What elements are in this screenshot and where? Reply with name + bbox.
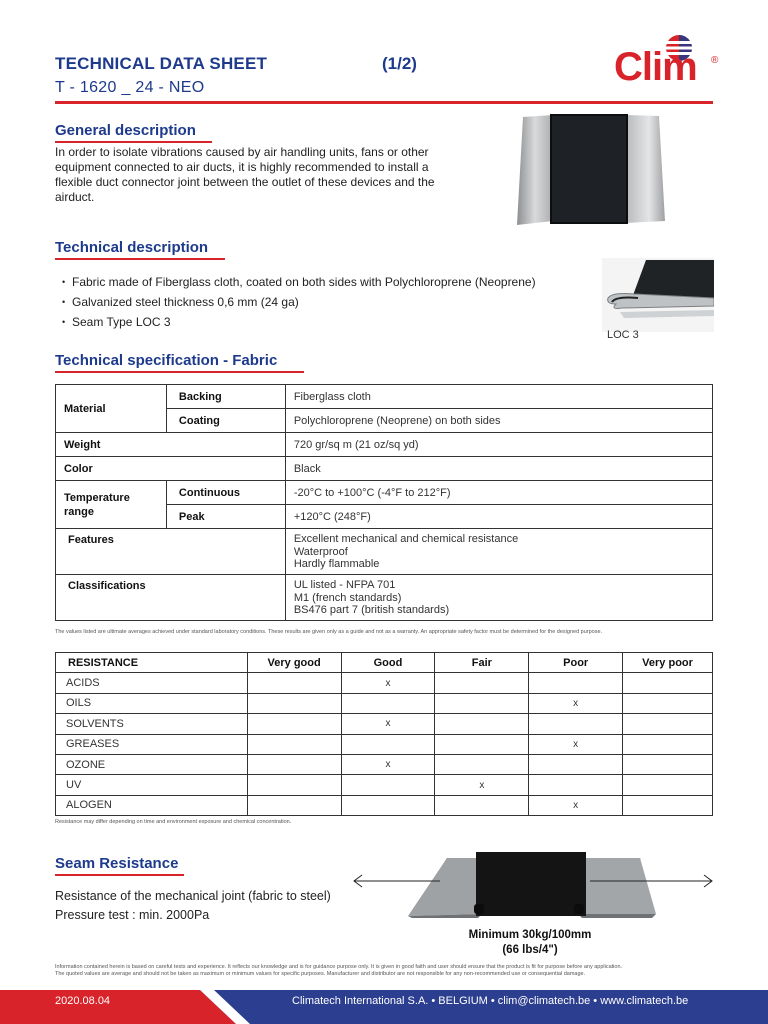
resistance-substance: ALOGEN (56, 795, 248, 815)
footer-date: 2020.08.04 (55, 995, 111, 1007)
resistance-rating-cell (247, 734, 341, 754)
table-row (56, 693, 713, 713)
technical-bullet-list (62, 274, 536, 334)
color-label: Color (56, 457, 286, 481)
resistance-table (55, 652, 713, 816)
resistance-rating-cell: x (529, 693, 623, 713)
heading-underline (55, 258, 225, 260)
table-row (56, 481, 713, 505)
column-header: RESISTANCE (56, 653, 248, 673)
resistance-rating-cell (247, 775, 341, 795)
resistance-rating-cell (435, 795, 529, 815)
table-row (56, 575, 713, 621)
minimum-strength-note (440, 928, 620, 958)
coating-value: Polychloroprene (Neoprene) on both sides (285, 409, 712, 433)
resistance-rating-cell (247, 693, 341, 713)
resistance-substance: OZONE (56, 754, 248, 774)
continuous-label: Continuous (166, 481, 285, 505)
footer-disclaimer (55, 964, 715, 978)
resistance-rating-cell: x (529, 795, 623, 815)
resistance-rating-cell (529, 775, 623, 795)
backing-label: Backing (166, 385, 285, 409)
weight-value: 720 gr/sq m (21 oz/sq yd) (285, 433, 712, 457)
resistance-rating-cell (435, 714, 529, 734)
technical-description-heading: Technical description (55, 239, 209, 256)
seam-heading: Seam Resistance (55, 855, 179, 872)
resistance-rating-cell (341, 795, 435, 815)
classification-line: M1 (french standards) (293, 591, 402, 604)
table-row (56, 795, 713, 815)
resistance-rating-cell: x (529, 734, 623, 754)
coating-label: Coating (166, 409, 285, 433)
resistance-rating-cell (341, 693, 435, 713)
table-row (56, 457, 713, 481)
resistance-rating-cell (529, 754, 623, 774)
features-value (285, 529, 712, 575)
resistance-rating-cell (247, 714, 341, 734)
resistance-rating-cell (435, 754, 529, 774)
list-item: • Fabric made of Fiberglass cloth, coated on both sides with Polychloroprene (Neoprene) (62, 274, 536, 294)
resistance-substance: GREASES (56, 734, 248, 754)
resistance-rating-cell (247, 795, 341, 815)
resistance-rating-cell: x (341, 714, 435, 734)
feature-line: Excellent mechanical and chemical resistance (293, 533, 519, 545)
product-code: T - 1620 _ 24 - NEO (55, 79, 205, 96)
loc3-seam-photo (602, 258, 714, 332)
heading-underline (55, 371, 304, 373)
resistance-substance: OILS (56, 693, 248, 713)
resistance-rating-cell (247, 673, 341, 693)
features-label: Features (56, 529, 286, 575)
column-header: Good (341, 653, 435, 673)
text-line: Resistance of the mechanical joint (fabric to steel) (55, 889, 331, 903)
table-row (56, 754, 713, 774)
temperature-label-line: Temperature (64, 491, 130, 504)
registered-mark: ® (711, 55, 719, 66)
resistance-rating-cell (623, 754, 713, 774)
text-line: equipment connected to air ducts, it is highly recommended to install a (55, 160, 429, 174)
resistance-rating-cell (529, 714, 623, 734)
classifications-value (285, 575, 712, 621)
resistance-rating-cell (435, 734, 529, 754)
document-title: TECHNICAL DATA SHEET (55, 54, 268, 73)
header-divider (55, 101, 713, 104)
resistance-rating-cell (623, 714, 713, 734)
material-label: Material (56, 385, 167, 433)
disclaimer-line: The quoted values are average and should not be taken as maximum or minimum values for specific purposes. Manufacturer and distributor are not responsible for any non-recommended use or consequential damage. (55, 971, 586, 977)
resistance-rating-cell: x (435, 775, 529, 795)
text-line: (66 lbs/4") (502, 944, 558, 956)
resistance-body (56, 673, 713, 816)
text-line: Minimum 30kg/100mm (468, 929, 592, 941)
column-header: Poor (529, 653, 623, 673)
text-line: flexible duct connector joint between the outlet of these devices and the (55, 175, 435, 189)
color-value: Black (285, 457, 712, 481)
list-item: • Seam Type LOC 3 (62, 314, 536, 334)
general-description-text (55, 145, 495, 205)
table-row (56, 734, 713, 754)
resistance-rating-cell (623, 673, 713, 693)
text-line: Pressure test : min. 2000Pa (55, 908, 210, 922)
resistance-rating-cell (435, 693, 529, 713)
page-indicator: (1/2) (382, 54, 417, 73)
table-row (56, 714, 713, 734)
resistance-rating-cell (435, 673, 529, 693)
loc3-caption: LOC 3 (607, 329, 639, 341)
footer-contact: Climatech International S.A. • BELGIUM • clim@climatech.be • www.climatech.be (292, 995, 689, 1007)
logo-wordmark: Clim (614, 45, 697, 89)
resistance-rating-cell (623, 734, 713, 754)
classification-line: BS476 part 7 (british standards) (293, 604, 450, 616)
classifications-label: Classifications (56, 575, 286, 621)
resistance-rating-cell (341, 734, 435, 754)
peak-label: Peak (166, 505, 285, 529)
resistance-note: Resistance may differ depending on time and environment exposure and chemical concentration. (55, 819, 292, 825)
duct-connector-photo (517, 113, 665, 225)
heading-underline (55, 874, 184, 876)
table-header-row (56, 653, 713, 673)
temperature-label-line: range (64, 505, 94, 518)
peak-value: +120°C (248°F) (285, 505, 712, 529)
classification-line: UL listed - NFPA 701 (293, 579, 396, 591)
resistance-rating-cell (247, 754, 341, 774)
continuous-value: -20°C to +100°C (-4°F to 212°F) (285, 481, 712, 505)
feature-line: Waterproof (293, 545, 348, 558)
resistance-rating-cell (623, 775, 713, 795)
resistance-rating-cell (529, 673, 623, 693)
table-row (56, 433, 713, 457)
resistance-rating-cell: x (341, 673, 435, 693)
table-row (56, 529, 713, 575)
table-row (56, 673, 713, 693)
clim-logo (612, 33, 722, 97)
backing-value: Fiberglass cloth (285, 385, 712, 409)
resistance-rating-cell (623, 693, 713, 713)
text-line: In order to isolate vibrations caused by air handling units, fans or other (55, 145, 429, 159)
spec-table (55, 384, 713, 621)
disclaimer-line: Information contained herein is based on careful tests and experience. It reflects our knowledge and is for guidance purpose only. It is given in good faith and user should ensure that the product is fit for purpose before any application. (55, 964, 623, 970)
resistance-rating-cell: x (341, 754, 435, 774)
text-line: airduct. (55, 190, 95, 204)
seam-description (55, 887, 331, 925)
general-description-heading: General description (55, 122, 196, 139)
resistance-substance: SOLVENTS (56, 714, 248, 734)
resistance-substance: ACIDS (56, 673, 248, 693)
weight-label: Weight (56, 433, 286, 457)
seam-diagram (350, 850, 716, 925)
spec-note: The values listed are ultimate averages achieved under standard laboratory conditions. These results are given only as a guide and not as a warranty. An appropriate safety factor must be determined for the designed purpose. (55, 629, 603, 635)
resistance-rating-cell (623, 795, 713, 815)
table-row (56, 775, 713, 795)
column-header: Fair (435, 653, 529, 673)
feature-line: Hardly flammable (293, 558, 380, 570)
spec-heading: Technical specification - Fabric (55, 352, 278, 369)
table-row (56, 385, 713, 409)
column-header: Very good (247, 653, 341, 673)
temperature-label (56, 481, 167, 529)
heading-underline (55, 141, 212, 143)
list-item: • Galvanized steel thickness 0,6 mm (24 ga) (62, 294, 536, 314)
resistance-rating-cell (341, 775, 435, 795)
resistance-substance: UV (56, 775, 248, 795)
column-header: Very poor (623, 653, 713, 673)
